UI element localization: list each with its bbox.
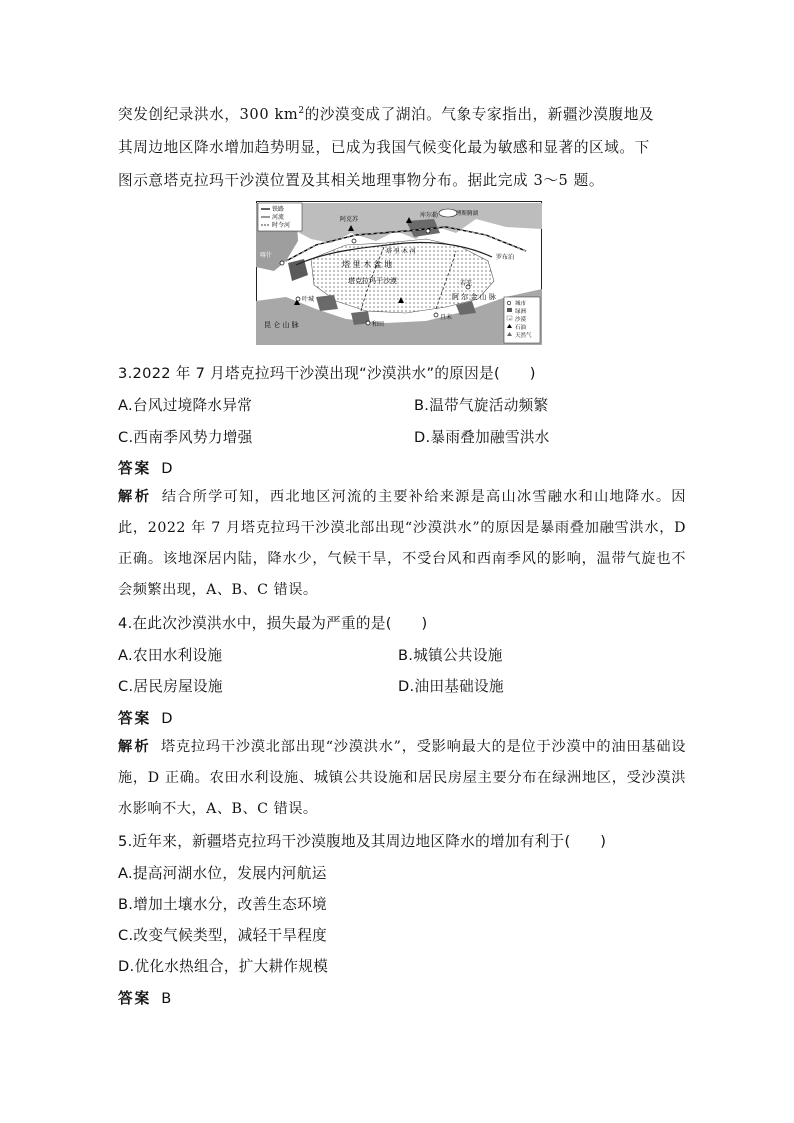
legend-river: 河流 — [272, 214, 285, 221]
question-5-stem: 5.近年来，新疆塔克拉玛干沙漠腹地及其周边地区降水的增加有利于( ) — [118, 833, 607, 850]
label-lopnur: 罗布泊 — [496, 254, 515, 261]
q3-option-a: A.台风过境降水异常 — [118, 397, 253, 414]
taklamakan-map-figure — [256, 201, 542, 345]
intro-line-1: 突发创纪录洪水，300 $km^2$的沙漠变成了湖泊。气象专家指出，新疆沙漠腹地及 — [118, 106, 655, 123]
q5-option-a: A.提高河湖水位，发展内河航运 — [118, 865, 327, 882]
city-marker — [434, 313, 438, 317]
q4-option-a: A.农田水利设施 — [118, 647, 223, 664]
q3-option-b: B.温带气旋活动频繁 — [414, 397, 549, 414]
question-3-stem: 3.2022 年 7 月塔克拉玛干沙漠出现“沙漠洪水”的原因是( ) — [118, 365, 536, 382]
intro-paragraph — [118, 98, 678, 197]
q5-option-d: D.优化水热组合，扩大耕作规模 — [118, 958, 329, 975]
city-marker — [296, 297, 300, 301]
label-yecheng: 叶城 — [302, 296, 315, 303]
label-hotan: 和田 — [372, 321, 385, 328]
legend-city: 城市 — [515, 301, 527, 307]
label-qiemo: 且末 — [440, 314, 453, 321]
label-kashgar: 喀什 — [260, 252, 273, 259]
q4-option-d: D.油田基础设施 — [398, 678, 504, 695]
label-aksu: 阿克苏 — [340, 216, 359, 223]
label-korla: 库尔勒 — [420, 212, 439, 219]
q3-option-c: C.西南季风势力增强 — [118, 429, 253, 446]
city-marker — [366, 321, 370, 325]
q4-option-b: B.城镇公共设施 — [398, 647, 503, 664]
label-bosten-lake: 博斯腾湖 — [456, 211, 479, 217]
intro-line-2: 其周边地区降水增加趋势明显，已成为我国气候变化最为敏感和显著的区域。下 — [118, 139, 650, 156]
city-marker — [426, 229, 430, 233]
legend-gas: 天然气 — [515, 333, 532, 339]
legend-oasis: 绿洲 — [515, 309, 527, 315]
q5-option-b: B.增加土壤水分，改善生态环境 — [118, 896, 327, 913]
legend-oil: 石油 — [515, 325, 527, 331]
q4-option-c: C.居民房屋设施 — [118, 678, 223, 695]
q5-option-c: C.改变气候类型，减轻干旱程度 — [118, 927, 328, 944]
label-ruoqiang: 若羌 — [460, 280, 473, 287]
label-taklamakan: 塔克拉玛干沙漠 — [348, 277, 397, 285]
city-marker — [280, 261, 284, 265]
city-marker — [352, 239, 356, 243]
legend-desert: 沙漠 — [515, 317, 527, 323]
q5-answer: 答案 B — [118, 990, 172, 1007]
intro-line-3: 图示意塔克拉玛干沙漠位置及其相关地理事物分布。据此完成 3～5 题。 — [118, 172, 605, 189]
q4-analysis: 解析 塔克拉玛干沙漠北部出现“沙漠洪水”，受影响最大的是位于沙漠中的油田基础设施，D 正确。农田水利设施、城镇公共设施和居民房屋主要分布在绿洲地区，受沙漠洪水影响不大，A、B、C 错误。 — [118, 739, 686, 817]
label-tarim-river: 塔 里 木 河 — [386, 248, 416, 255]
label-tarim-basin: 塔 里 木 盆 地 — [342, 260, 393, 269]
legend-railway: 铁路 — [272, 206, 285, 213]
question-4-stem: 4.在此次沙漠洪水中，损失最为严重的是( ) — [118, 615, 428, 632]
q3-option-d: D.暴雨叠加融雪洪水 — [414, 429, 550, 446]
q4-answer: 答案 D — [118, 710, 173, 727]
q3-analysis: 解析 结合所学可知，西北地区河流的主要补给来源是高山冰雪融水和山地降水。因此，2022 年 7 月塔克拉玛干沙漠北部出现“沙漠洪水”的原因是暴雨叠加融雪洪水，D 正确。该地深居内陆，降水少，气候干旱，不受台风和西南季风的影响，温带气旋也不会频繁出现，A、B、C 错误。 — [118, 489, 686, 598]
map-svg — [256, 201, 542, 345]
label-kunlun-mountains: 昆 仑 山 脉 — [264, 321, 299, 329]
q3-answer: 答案 D — [118, 460, 173, 477]
legend-seasonal-river: 时令河 — [272, 222, 291, 229]
label-altun-mountains: 阿 尔 金 山 脉 — [452, 293, 496, 301]
